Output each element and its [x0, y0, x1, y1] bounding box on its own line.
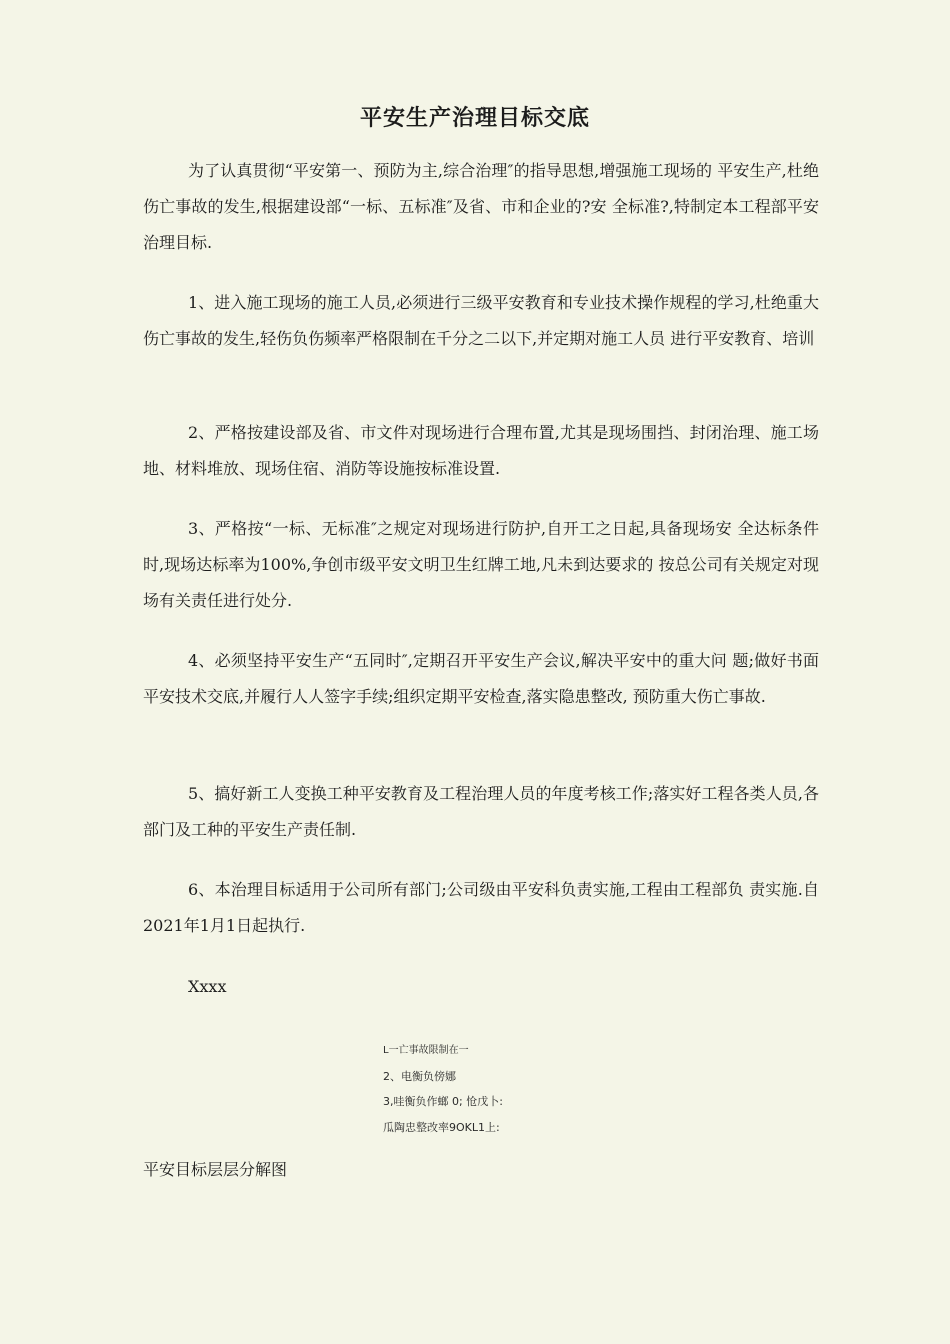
- goal-item-6: 6、本治理目标适用于公司所有部门;公司级由平安科负责实施,工程由工程部负 责实施.自2021年1月1日起执行.: [143, 880, 819, 935]
- goal-item-5: 5、搞好新工人变换工种平安教育及工程治理人员的年度考核工作;落实好工程各类人员,各部门及工种的平安生产责任制.: [143, 784, 819, 839]
- figure-line-3: 3,哇衡负作螂 0; 怆戊卜:: [383, 1095, 503, 1108]
- goal-item-2: 2、严格按建设部及省、市文件对现场进行合理布置,尤其是现场围挡、封闭治理、施工场地、材料堆放、现场住宿、消防等设施按标准设置.: [143, 423, 819, 478]
- figure-line-2: 2、电衡负傍娜: [383, 1069, 456, 1083]
- figure-caption: 平安目标层层分解图: [143, 1160, 288, 1179]
- goal-item-3: 3、严格按“一标、无标准″之规定对现场进行防护,自开工之日起,具备现场安 全达标条件时,现场达标率为100%,争创市级平安文明卫生红牌工地,凡未到达要求的 按总公司有关规定对现场有关责任进行处分.: [143, 519, 819, 610]
- goal-decomposition-figure: [383, 1038, 623, 1140]
- document-title: 平安生产治理目标交底: [359, 105, 590, 131]
- goal-item-1: 1、进入施工现场的施工人员,必须进行三级平安教育和专业技术操作规程的学习,杜绝重大伤亡事故的发生,轻伤负伤频率严格限制在千分之二以下,并定期对施工人员 进行平安教育、培训: [143, 293, 819, 348]
- goal-item-4: 4、必须坚持平安生产“五同时″,定期召开平安生产会议,解决平安中的重大问 题;做好书面平安技术交底,并履行人人签字手续;组织定期平安检查,落实隐患整改, 预防重大伤亡事故.: [143, 651, 819, 706]
- figure-line-4: 瓜陶忠整改率9OKL1上:: [383, 1120, 500, 1134]
- signer-name: Xxxx: [188, 977, 227, 996]
- figure-line-1: L一亡事故限制在一: [383, 1045, 469, 1056]
- intro-paragraph: 为了认真贯彻“平安第一、预防为主,综合治理″的指导思想,增强施工现场的 平安生产,杜绝伤亡事故的发生,根据建设部“一标、五标准″及省、市和企业的?安 全标准?,特制定本工程部平安治理目标.: [143, 161, 819, 252]
